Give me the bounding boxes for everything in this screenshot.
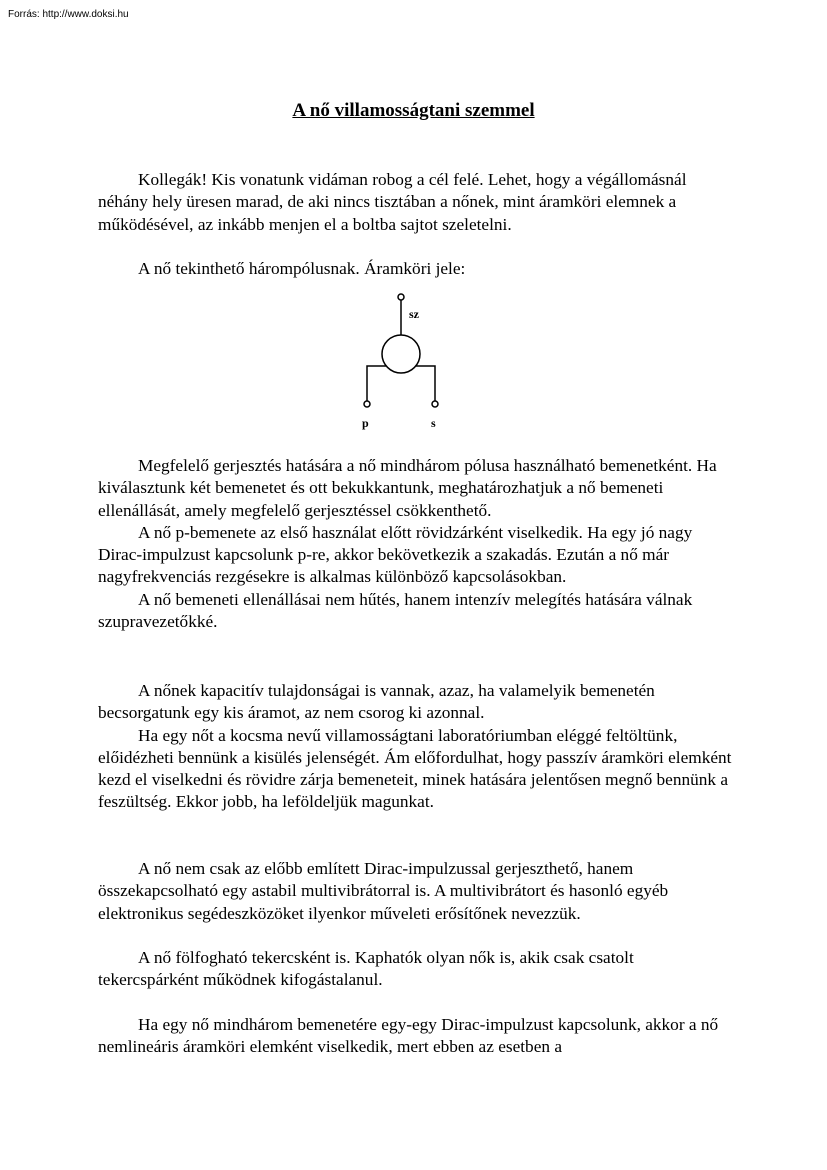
paragraph-block-4 [98,680,738,814]
paragraph-block-1 [98,169,738,236]
label-s: s [431,416,436,430]
paragraph: A nő nem csak az előbb említett Dirac-impulzussal gerjeszthető, hanem összekapcsolható egy astabil multivibrátorral is. A multivibrátort és hasonló egyéb elektronikus segédeszközöket ilyenkor műveleti erősítőnek nevezzük. [98,859,669,923]
page-title: A nő villamosságtani szemmel [292,100,535,121]
circuit-symbol-diagram [350,288,460,438]
paragraph: Megfelelő gerjesztés hatására a nő mindhárom pólusa használható bemenetként. Ha kiválasztunk két bemenetet és ott bekukkantunk, meghatározhatjuk a nő bemeneti ellenállását, amely megfelelő gerjesztéssel csökkenthető. [98,456,717,520]
paragraph-block-2 [98,258,738,280]
label-sz: sz [409,307,419,321]
paragraph: A nőnek kapacitív tulajdonságai is vannak, azaz, ha valamelyik bemenetén becsorgatunk egy kis áramot, az nem csorog ki azonnal. [98,681,655,723]
paragraph: A nő tekinthető hárompólusnak. Áramköri jele: [138,259,466,278]
lead-right [416,366,435,401]
paragraph-block-7 [98,1014,738,1059]
body-circle [382,335,420,373]
terminal-left [364,401,370,407]
paragraph: A nő p-bemenete az első használat előtt rövidzárként viselkedik. Ha egy jó nagy Dirac-impulzust kapcsolunk p-re, akkor bekövetkezik a szakadás. Ezután a nő már nagyfrekvenciás rezgésekre is alkalmas különböző kapcsolásokban. [98,522,693,587]
source-line: Forrás: http://www.doksi.hu [8,9,129,20]
paragraph: A nő bemeneti ellenállásai nem hűtés, hanem intenzív melegítés hatására válnak szupravezetőkké. [98,589,693,632]
paragraph-block-5 [98,858,738,925]
paragraph: Ha egy nőt a kocsma nevű villamosságtani laboratóriumban eléggé feltöltünk, előidézheti bennünk a kisülés jelenségét. Ám előfordulhat, hogy passzív áramköri elemként kezd el viselkedni és rövidre zárja bemeneteit, minek hatására jelentősen megnő bennünk a feszültség. Ekkor jobb, ha leföldeljük magunkat. [98,725,732,812]
terminal-right [432,401,438,407]
paragraph: A nő fölfogható tekercsként is. Kaphatók olyan nők is, akik csak csatolt tekercspárként működnek kifogástalanul. [98,948,634,990]
terminal-top [398,294,404,300]
paragraph: Kollegák! Kis vonatunk vidáman robog a cél felé. Lehet, hogy a végállomásnál néhány hely üresen marad, de aki nincs tisztában a nőnek, mint áramköri elemnek a működésével, az inkább menjen el a boltba sajtot szeletelni. [98,170,687,234]
paragraph-block-3 [98,455,738,633]
paragraph: Ha egy nő mindhárom bemenetére egy-egy Dirac-impulzust kapcsolunk, akkor a nő nemlineáris áramköri elemként viselkedik, mert ebben az esetben a [98,1015,719,1057]
lead-left [367,366,386,401]
label-p: p [362,416,369,430]
paragraph-block-6 [98,947,738,992]
